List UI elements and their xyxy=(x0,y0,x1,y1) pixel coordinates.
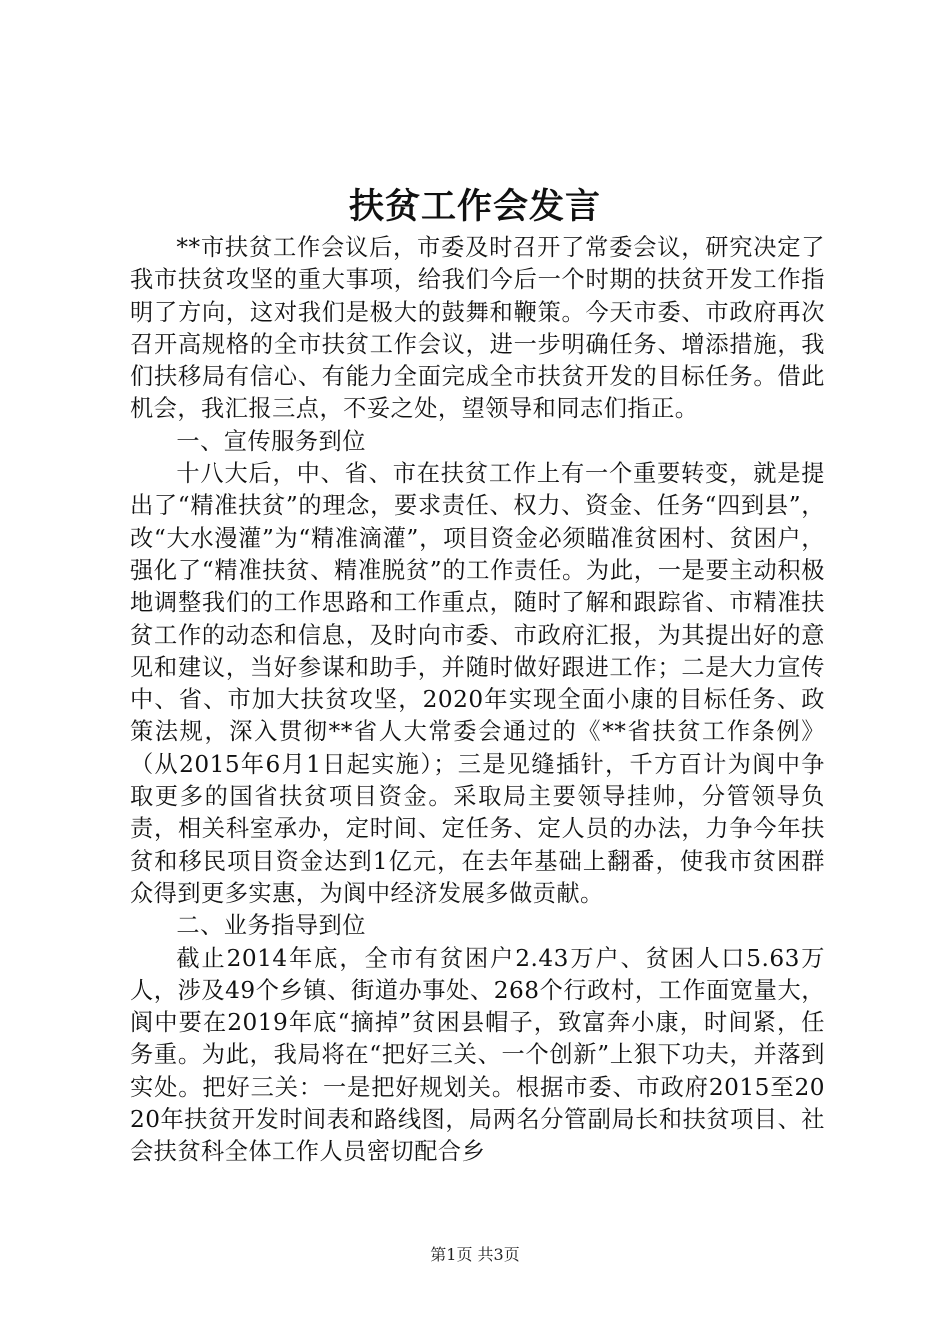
document-title: 扶贫工作会发言 xyxy=(348,186,601,227)
paragraph-intro: **市扶贫工作会议后，市委及时召开了常委会议，研究决定了我市扶贫攻坚的重大事项，给我们今后一个时期的扶贫开发工作指明了方向，这对我们是极大的鼓舞和鞭策。今天市委、市政府再次召开高规格的全市扶贫工作会议，进一步明确任务、增添措施，我们扶移局有信心、有能力全面完成全市扶贫开发的目标任务。借此机会，我汇报三点，不妥之处，望领导和同志们指正。 xyxy=(130,234,825,423)
page-footer: 第1页 共3页 xyxy=(430,1245,520,1264)
paragraph-section-1: 十八大后，中、省、市在扶贫工作上有一个重要转变，就是提出了“精准扶贫”的理念，要求责任、权力、资金、任务“四到县”，改“大水漫灌”为“精准滴灌”，项目资金必须瞄准贫困村、贫困户，强化了“精准扶贫、精准脱贫”的工作责任。为此，一是要主动积极地调整我们的工作思路和工作重点，随时了解和跟踪省、市精准扶贫工作的动态和信息，及时向市委、市政府汇报，为其提出好的意见和建议，当好参谋和助手，并随时做好跟进工作；二是大力宣传中、省、市加大扶贫攻坚，2020年实现全面小康的目标任务、政策法规，深入贯彻**省人大常委会通过的《**省扶贫工作条例》（从2015年6月1日起实施）；三是见缝插针，千方百计为阆中争取更多的国省扶贫项目资金。采取局主要领导挂帅，分管领导负责，相关科室承办，定时间、定任务、定人员的办法，力争今年扶贫和移民项目资金达到1亿元，在去年基础上翻番，使我市贫困群众得到更多实惠，为阆中经济发展多做贡献。 xyxy=(130,460,825,907)
document-body xyxy=(130,232,825,1169)
section-heading-1: 一、宣传服务到位 xyxy=(176,427,366,455)
paragraph-section-2: 截止2014年底，全市有贫困户2.43万户、贫困人口5.63万人，涉及49个乡镇、街道办事处、268个行政村，工作面宽量大，阆中要在2019年底“摘掉”贫困县帽子，致富奔小康，时间紧，任务重。为此，我局将在“把好三关、一个创新”上狠下功夫，并落到实处。把好三关：一是把好规划关。根据市委、市政府2015至2020年扶贫开发时间表和路线图，局两名分管副局长和扶贫项目、社会扶贫科全体工作人员密切配合乡 xyxy=(130,944,825,1166)
section-heading-2: 二、业务指导到位 xyxy=(176,912,366,940)
